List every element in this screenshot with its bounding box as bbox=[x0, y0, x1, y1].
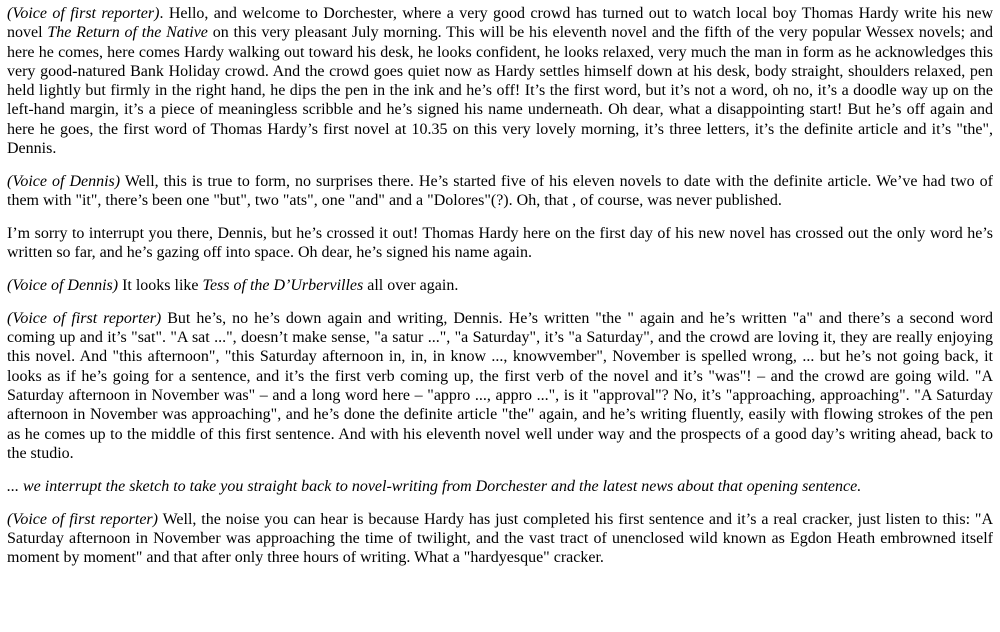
paragraph-text: all over again. bbox=[363, 277, 459, 295]
speaker-label: (Voice of first reporter) bbox=[7, 510, 158, 528]
paragraph-dennis-reply bbox=[7, 172, 993, 211]
paragraph-text: I’m sorry to interrupt you there, Dennis, but he’s crossed it out! Thomas Hardy here on the first day of his new novel has crossed out the only word he’s written so far, and he’s gazing off into space. Oh dear, he’s signed his name again. bbox=[7, 224, 993, 262]
stage-direction: ... we interrupt the sketch to take you straight back to novel-writing from Dorchester and the latest news about that opening sentence. bbox=[7, 477, 862, 495]
paragraph-text: It looks like bbox=[118, 277, 203, 295]
paragraph-writing-again bbox=[7, 309, 993, 463]
speaker-label: (Voice of first reporter) bbox=[7, 309, 162, 327]
paragraph-first-sentence bbox=[7, 510, 993, 568]
novel-title: The Return of the Native bbox=[47, 24, 208, 42]
paragraph-text: Well, the noise you can hear is because Hardy has just completed his first sentence and it’s a real cracker, just listen to this: "A Saturday afternoon in November was approaching the time of twilight, and the vast tract of unenclosed wild known as Egdon Heath embrowned itself moment by moment" and that after only three hours of writing. What a "hardyesque" cracker. bbox=[7, 510, 994, 567]
speaker-label: (Voice of Dennis) bbox=[7, 277, 119, 295]
paragraph-text: . Hello, and welcome to Dorchester, where a very good crowd has turned out to watch local boy Thomas Hardy write his new novel bbox=[7, 5, 994, 42]
paragraph-dennis-tess bbox=[7, 276, 993, 295]
paragraph-crossed-out bbox=[7, 224, 993, 263]
speaker-label: (Voice of Dennis) bbox=[7, 172, 121, 190]
paragraph-opening-commentary bbox=[7, 4, 993, 158]
paragraph-interruption bbox=[7, 477, 993, 496]
paragraph-text: But he’s, no he’s down again and writing, Dennis. He’s written "the " again and he’s written "a" and there’s a second word coming up and it’s "sat". "A sat ...", doesn’t make sense, "a satur ...", "a Saturday", it’s "a Saturday", and the crowd are loving it, they are really enjoying this novel. And "this afternoon", "this Saturday afternoon in, in, in know ..., knowvember", November is spelled wrong, ... but he’s not going back, it looks as if he’s going for a sentence, and it’s the first verb coming up, the first verb of the novel and it’s "was"! – and the crowd are going wild. "A Saturday afternoon in November was" – and a long word here – "appro ..., appro ...", is it "approval"? No, it’s "approaching, approaching". "A Saturday afternoon in November was approaching", and he’s done the definite article "the" again, and he’s writing fluently, easily with flowing strokes of the pen as he comes up to the middle of this first sentence. And with his eleventh novel well under way and the prospects of a good day’s writing ahead, back to the studio. bbox=[7, 309, 993, 462]
paragraph-text: on this very pleasant July morning. This will be his eleventh novel and the fifth of the very popular Wessex novels; and here he comes, here comes Hardy walking out toward his desk, he looks confident, he looks relaxed, very much the man in form as he acknowledges this very good-natured Bank Holiday crowd. And the crowd goes quiet now as Hardy settles himself down at his desk, body straight, shoulders relaxed, pen held lightly but firmly in the right hand, he dips the pen in the ink and he’s off! It’s the first word, but it’s not a word, oh no, it’s a doodle way up on the left-hand margin, it’s a piece of meaningless scribble and he’s signed his name underneath. Oh dear, what a disappointing start! But he’s off again and here he goes, the first word of Thomas Hardy’s first novel at 10.35 on this very lovely morning, it’s three letters, it’s the definite article and it’s "the", Dennis. bbox=[7, 24, 993, 158]
speaker-label: (Voice of first reporter) bbox=[7, 5, 160, 22]
novel-title: Tess of the D’Urbervilles bbox=[202, 277, 364, 295]
paragraph-text: Well, this is true to form, no surprises there. He’s started five of his eleven novels to date with the definite article. We’ve had two of them with "it", there’s been one "but", two "ats", one "and" and a "Dolores"(?). Oh, that , of course, was never published. bbox=[7, 172, 994, 210]
